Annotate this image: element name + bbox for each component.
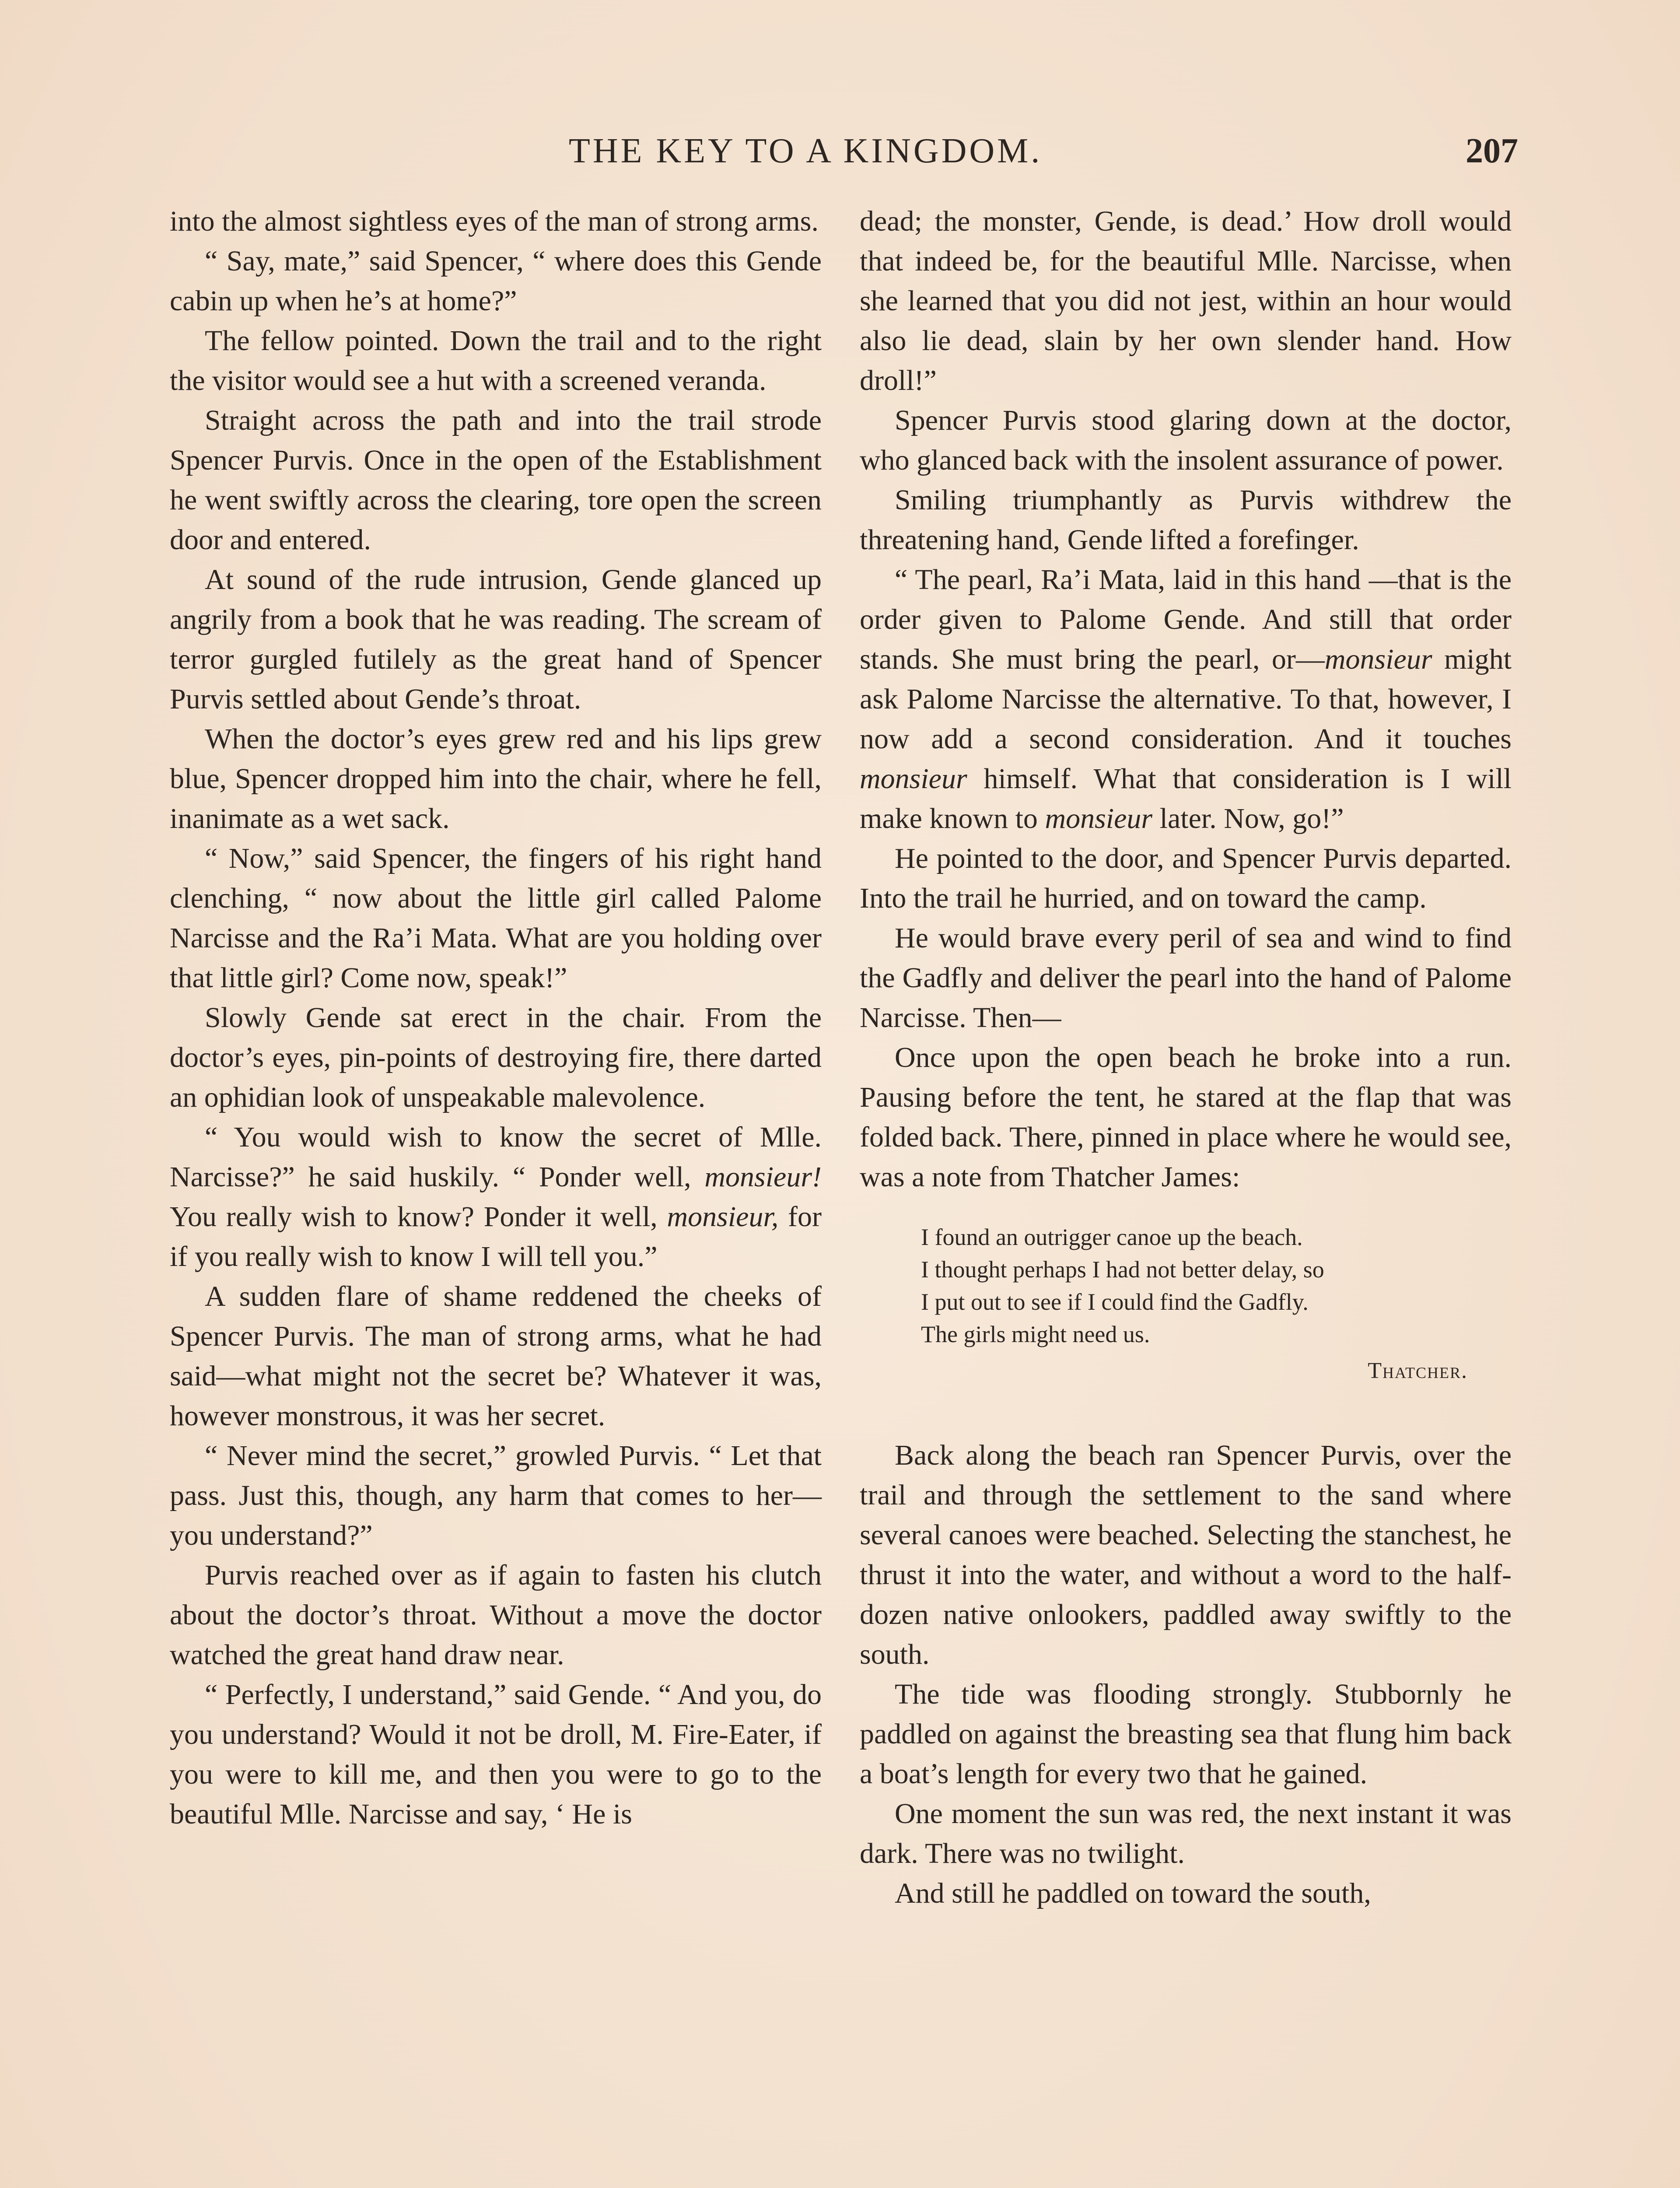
page-header — [569, 127, 1531, 179]
note-line: I thought perhaps I had not better delay, so — [921, 1256, 1324, 1283]
text-run: “ You would wish to know the secret of Mlle. Narcisse?” he said huskily. “ Ponder well, — [170, 1121, 822, 1193]
paragraph: Purvis reached over as if again to fasten his clutch about the doctor’s throat. Without a move the doctor watched the great hand draw near. — [170, 1559, 822, 1671]
thatcher-note — [921, 1221, 1494, 1387]
text-run: later. Now, go!” — [1152, 803, 1344, 835]
paragraph: Slowly Gende sat erect in the chair. From the doctor’s eyes, pin-points of destroying fire, there darted an ophidian look of unspeakable malevolence. — [170, 1002, 822, 1113]
paragraph: “ Say, mate,” said Spencer, “ where does this Gende cabin up when he’s at home?” — [170, 245, 822, 317]
paragraph: dead; the monster, Gende, is dead.’ How droll would that indeed be, for the beautiful Mlle. Narcisse, when she learned that you did not jest, within an hour would also lie dead, slain by her own slender hand. How droll!” — [860, 205, 1512, 396]
text-run: himself. What that consideration is I will make known to — [860, 763, 1512, 835]
italic-run: monsieur — [1324, 643, 1432, 675]
paragraph: The tide was flooding strongly. Stubbornly he paddled on against the breasting sea that flung him back a boat’s length for every two that he gained. — [860, 1678, 1512, 1790]
paragraph: Back along the beach ran Spencer Purvis, over the trail and through the settlement to the sand where several canoes were beached. Selecting the stanchest, he thrust it into the water, and without a word to the half-dozen native onlookers, paddled away swiftly to the south. — [860, 1439, 1512, 1670]
note-line: The girls might need us. — [921, 1321, 1150, 1347]
running-title: THE KEY TO A KINGDOM. — [569, 132, 1043, 170]
note-line: I found an outrigger canoe up the beach. — [921, 1224, 1303, 1250]
left-column — [170, 201, 822, 1834]
page-number: 207 — [1466, 132, 1518, 170]
italic-run: monsieur, — [667, 1201, 779, 1233]
text-run: You really wish to know? Ponder it well, — [170, 1201, 667, 1233]
paragraph: At sound of the rude intrusion, Gende glanced up angrily from a book that he was reading. The scream of terror gurgled futilely as the great hand of Spencer Purvis settled about Gende’s throat. — [170, 564, 822, 715]
paragraph: “ Never mind the secret,” growled Purvis. “ Let that pass. Just this, though, any harm that comes to her—you understand?” — [170, 1440, 822, 1551]
paragraph: into the almost sightless eyes of the man of strong arms. — [170, 205, 819, 237]
italic-run: monsieur! — [704, 1161, 822, 1193]
paragraph: Once upon the open beach he broke into a run. Pausing before the tent, he stared at the flap that was folded back. There, pinned in place where he would see, was a note from Thatcher James: — [860, 1041, 1512, 1193]
paragraph: When the doctor’s eyes grew red and his lips grew blue, Spencer dropped him into the chair, where he fell, inanimate as a wet sack. — [170, 723, 822, 835]
text-run: “ The pearl, Ra’i Mata, laid in this hand —that is the order given to Palome Gende. And still that order stands. She must bring the pearl, or— — [860, 564, 1512, 675]
italic-run: monsieur — [860, 763, 967, 795]
text-run: might ask Palome Narcisse the alternative. To that, however, I now add a second consideration. And it touches — [860, 643, 1512, 755]
right-column — [860, 201, 1512, 1913]
paragraph: Straight across the path and into the trail strode Spencer Purvis. Once in the open of the Establishment he went swiftly across the clearing, tore open the screen door and entered. — [170, 404, 822, 556]
paragraph: He pointed to the door, and Spencer Purvis departed. Into the trail he hurried, and on toward the camp. — [860, 842, 1512, 914]
paragraph: And still he paddled on toward the south, — [895, 1877, 1371, 1909]
paragraph — [860, 560, 1512, 838]
paragraph: Smiling triumphantly as Purvis withdrew the threatening hand, Gende lifted a forefinger. — [860, 484, 1512, 556]
note-line: I put out to see if I could find the Gadfly. — [921, 1289, 1309, 1315]
paragraph: A sudden flare of shame reddened the cheeks of Spencer Purvis. The man of strong arms, what he had said—what might not the secret be? Whatever it was, however monstrous, it was her secret. — [170, 1280, 822, 1432]
paragraph: Spencer Purvis stood glaring down at the doctor, who glanced back with the insolent assurance of power. — [860, 404, 1512, 476]
text-run: for if you really wish to know I will tell you.” — [170, 1201, 822, 1273]
paragraph: One moment the sun was red, the next instant it was dark. There was no twilight. — [860, 1798, 1512, 1869]
italic-run: monsieur — [1045, 803, 1153, 835]
paragraph: “ Now,” said Spencer, the fingers of his right hand clenching, “ now about the little girl called Palome Narcisse and the Ra’i Mata. What are you holding over that little girl? Come now, speak!” — [170, 842, 822, 994]
note-signature: Thatcher. — [1368, 1358, 1468, 1383]
paragraph — [170, 1117, 822, 1276]
paragraph: The fellow pointed. Down the trail and to the right the visitor would see a hut with a screened veranda. — [170, 325, 822, 396]
paragraph: He would brave every peril of sea and wind to find the Gadfly and deliver the pearl into the hand of Palome Narcisse. Then— — [860, 922, 1512, 1034]
paragraph: “ Perfectly, I understand,” said Gende. “ And you, do you understand? Would it not be droll, M. Fire-Eater, if you were to kill me, and then you were to go to the beautiful Mlle. Narcisse and say, ‘ He is — [170, 1679, 822, 1830]
